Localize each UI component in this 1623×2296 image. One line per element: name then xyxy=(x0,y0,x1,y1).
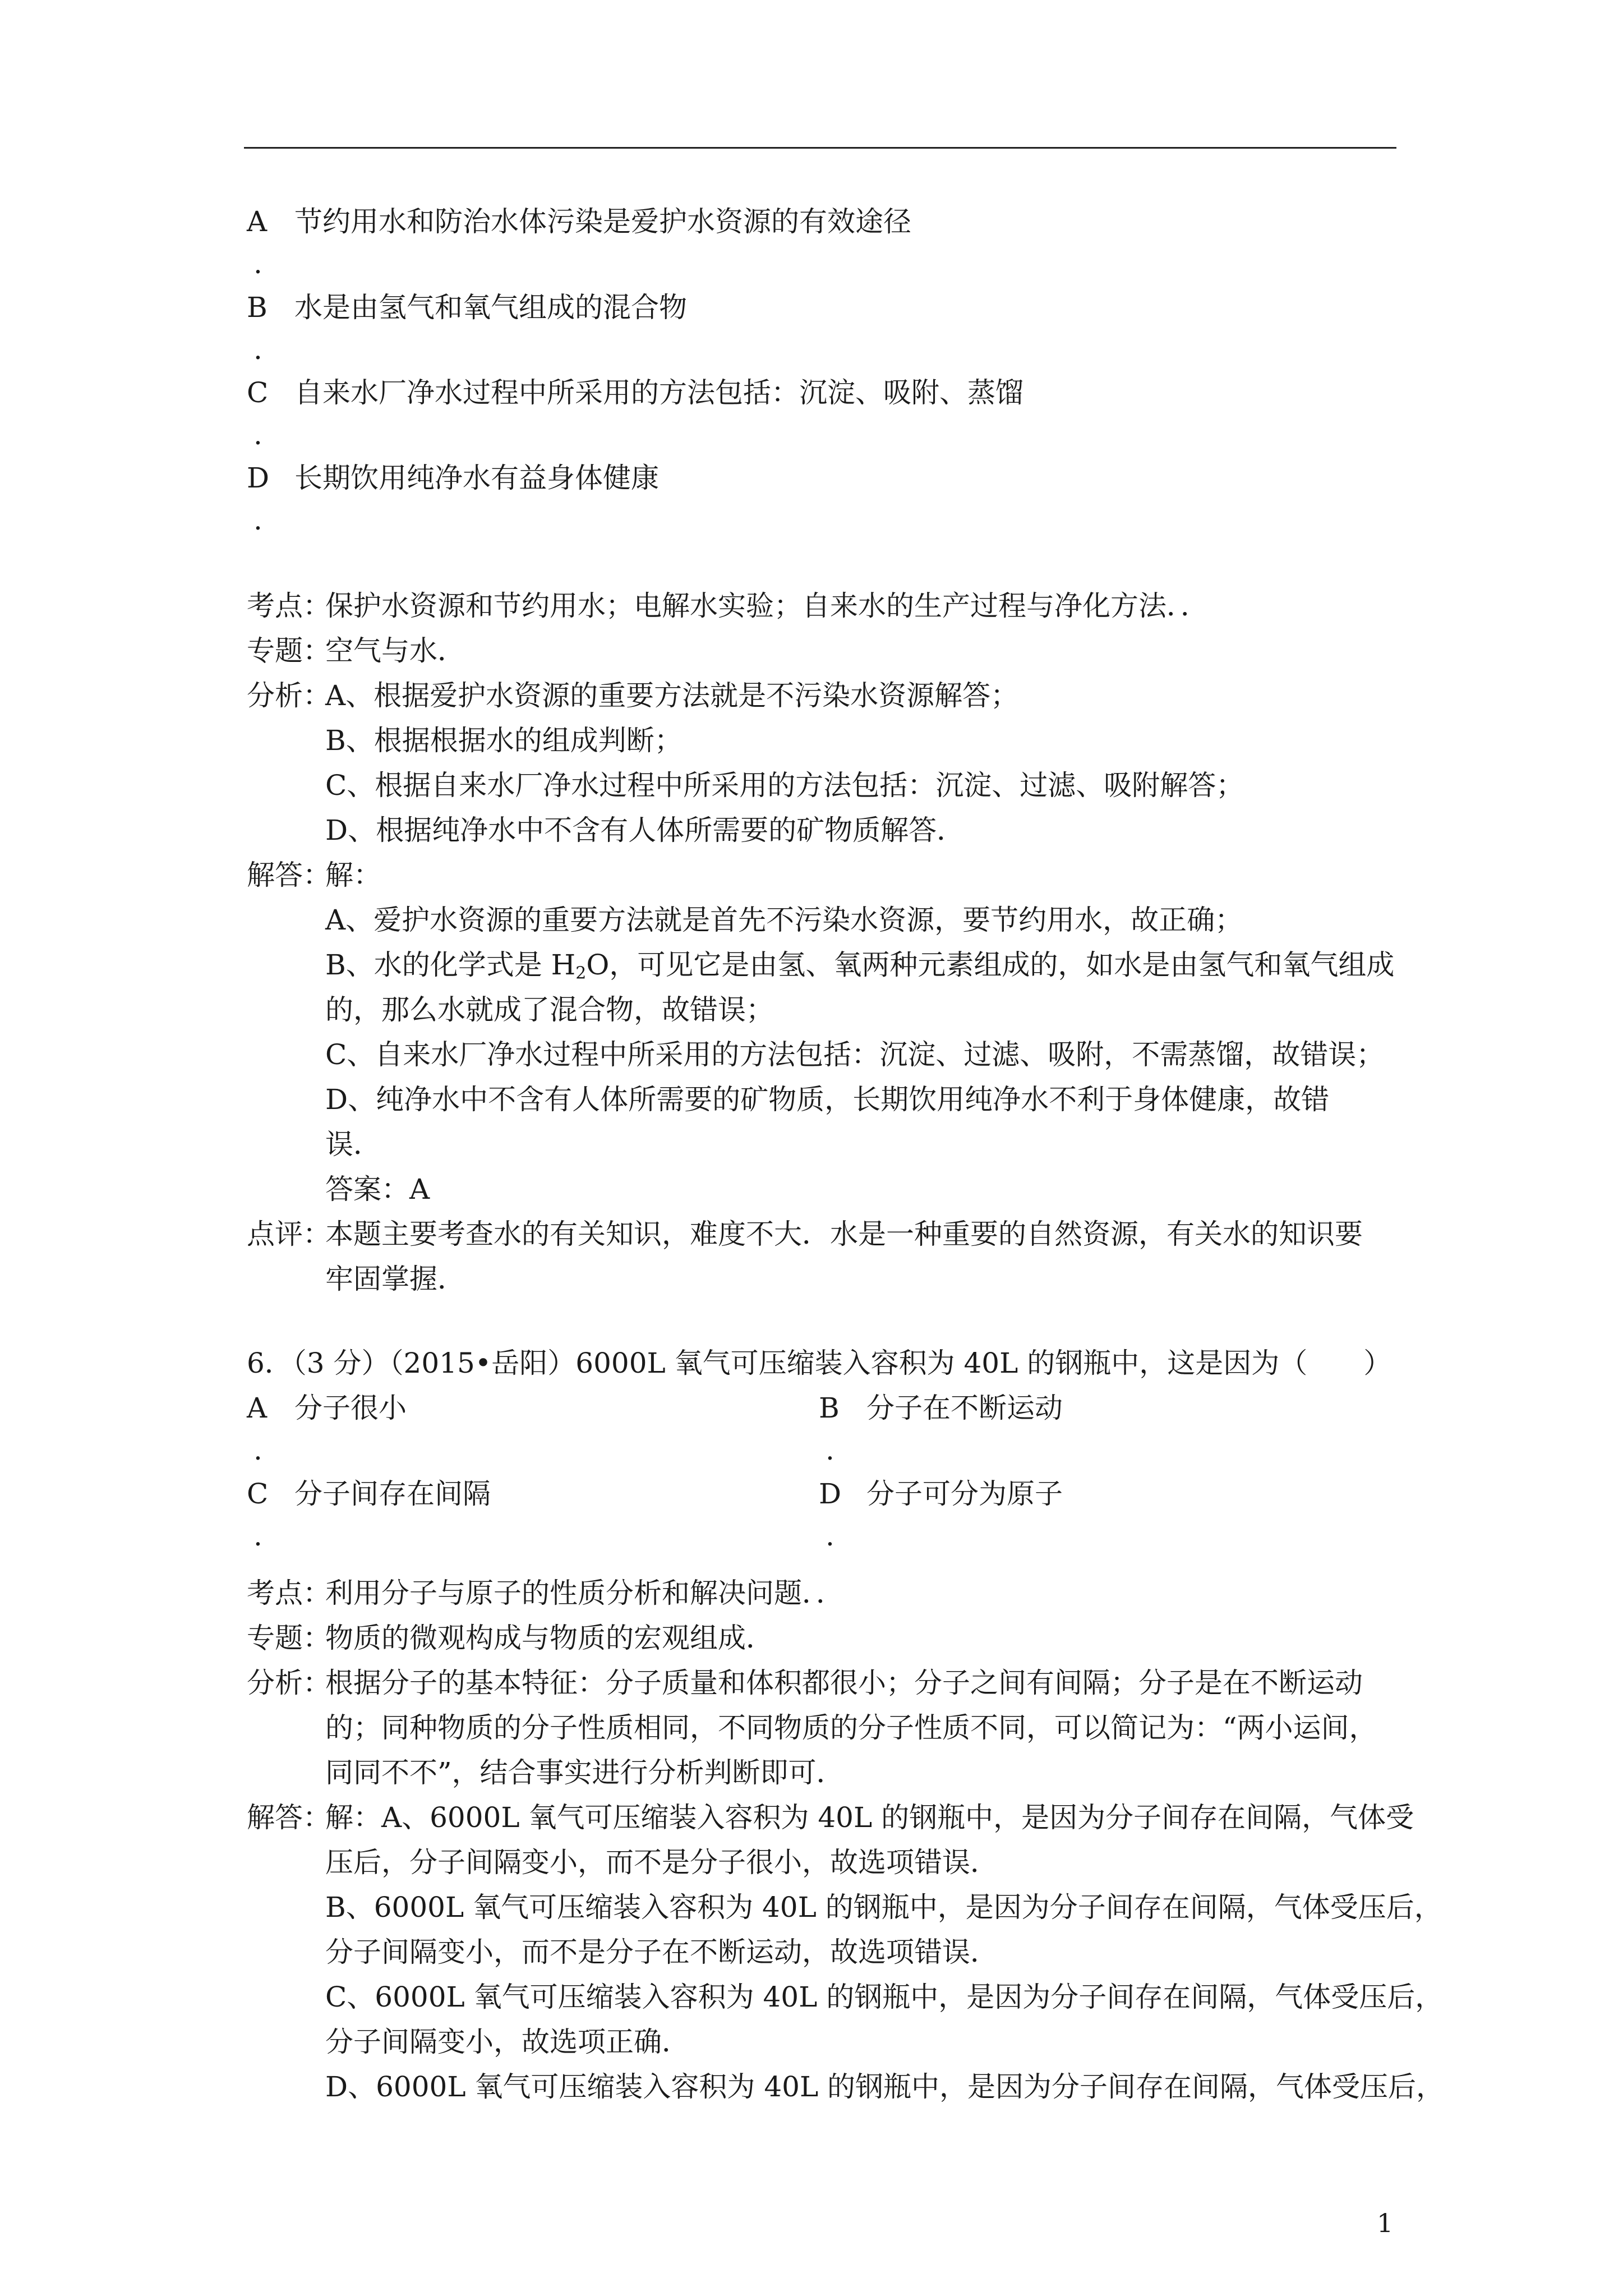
q6-fenxi-line: 的；同种物质的分子性质相同，不同物质的分子性质不同，可以简记为：“两小运间， xyxy=(325,1711,1377,1744)
q6-jieda-line: 分子间隔变小，而不是分子在不断运动，故选项错误． xyxy=(325,1936,998,1968)
q5-option-b-text: 水是由氢气和氧气组成的混合物 xyxy=(294,291,687,324)
q6-jieda-line: C、6000L 氧气可压缩装入容积为 40L 的钢瓶中，是因为分子间存在间隔，气体受压后， xyxy=(325,1981,1444,2013)
q5-option-c-dot: . xyxy=(253,418,262,451)
q5-option-d-letter: D xyxy=(247,462,270,494)
page-number: 1 xyxy=(1377,2208,1394,2238)
q5-fenxi-label: 分析： xyxy=(247,679,331,712)
q5-option-c-text: 自来水厂净水过程中所采用的方法包括：沉淀、吸附、蒸馏 xyxy=(294,376,1023,409)
q5-jieda-line-b2: 的，那么水就成了混合物，故错误； xyxy=(325,993,774,1026)
q5-zhuanti-text: 空气与水． xyxy=(325,634,465,667)
q5-dianping-label: 点评： xyxy=(247,1218,331,1250)
q5-jieda-intro: 解： xyxy=(325,859,381,891)
q5-option-a-text: 节约用水和防治水体污染是爱护水资源的有效途径 xyxy=(294,205,911,238)
q5-answer: 答案：A xyxy=(325,1173,430,1205)
q6-kaodian-text: 利用分子与原子的性质分析和解决问题．． xyxy=(325,1577,844,1609)
q6-option-a-letter: A xyxy=(247,1392,268,1424)
q5-dianping-line: 本题主要考查水的有关知识，难度不大．水是一种重要的自然资源，有关水的知识要 xyxy=(325,1218,1363,1250)
q6-jieda-line: 解：A、6000L 氧气可压缩装入容积为 40L 的钢瓶中，是因为分子间存在间隔，气体受 xyxy=(325,1801,1414,1834)
q5-kaodian-text: 保护水资源和节约用水；电解水实验；自来水的生产过程与净化方法．． xyxy=(325,590,1209,622)
q6-zhuanti-label: 专题： xyxy=(247,1622,331,1654)
q5-jieda-line-a: A、爱护水资源的重要方法就是首先不污染水资源，要节约用水，故正确； xyxy=(325,904,1243,936)
q6-jieda-line: 分子间隔变小，故选项正确． xyxy=(325,2026,690,2058)
q6-option-b-text: 分子在不断运动 xyxy=(866,1392,1063,1424)
q5-jieda-line-d2: 误． xyxy=(325,1128,381,1161)
q6-option-d-text: 分子可分为原子 xyxy=(866,1478,1063,1510)
q6-option-d-dot: . xyxy=(826,1520,834,1552)
q5-option-b-letter: B xyxy=(247,291,268,324)
header-rule xyxy=(244,147,1396,149)
q5-dianping-line: 牢固掌握． xyxy=(325,1263,465,1295)
q6-jieda-line: D、6000L 氧气可压缩装入容积为 40L 的钢瓶中，是因为分子间存在间隔，气体受压后， xyxy=(325,2070,1445,2103)
q6-option-c-text: 分子间存在间隔 xyxy=(294,1478,491,1510)
q5-option-d-text: 长期饮用纯净水有益身体健康 xyxy=(294,462,659,494)
q5-fenxi-line: B、根据根据水的组成判断； xyxy=(325,724,683,757)
q6-zhuanti-text: 物质的微观构成与物质的宏观组成． xyxy=(325,1622,774,1654)
q5-jieda-line-d1: D、纯净水中不含有人体所需要的矿物质，长期饮用纯净水不利于身体健康，故错 xyxy=(325,1083,1330,1116)
q6-option-c-dot: . xyxy=(253,1520,262,1552)
q6-stem: 6．（3 分）（2015•岳阳）6000L 氧气可压缩装入容积为 40L 的钢瓶中，这是因为（ ） xyxy=(247,1347,1392,1379)
q6-option-a-dot: . xyxy=(253,1434,262,1466)
q6-option-b-letter: B xyxy=(819,1392,840,1424)
q6-option-b-dot: . xyxy=(826,1434,834,1466)
q5-formula-subscript: 2 xyxy=(575,963,587,983)
q5-fenxi-line: D、根据纯净水中不含有人体所需要的矿物质解答． xyxy=(325,814,965,846)
q5-fenxi-line: C、根据自来水厂净水过程中所采用的方法包括：沉淀、过滤、吸附解答； xyxy=(325,769,1244,802)
q5-jieda-line-b1: B、水的化学式是 $H_2O$，可见它是由氢、氧两种元素组成的，如水是由氢气和氧气组成 xyxy=(325,949,1395,983)
q6-option-c-letter: C xyxy=(247,1478,269,1510)
q6-kaodian-label: 考点： xyxy=(247,1577,331,1609)
q5-jieda-line-c: C、自来水厂净水过程中所采用的方法包括：沉淀、过滤、吸附，不需蒸馏，故错误； xyxy=(325,1038,1385,1071)
q5-kaodian-label: 考点： xyxy=(247,590,331,622)
q6-option-a-text: 分子很小 xyxy=(294,1392,407,1424)
q5-option-c-letter: C xyxy=(247,376,269,409)
q6-jieda-line: 压后，分子间隔变小，而不是分子很小，故选项错误． xyxy=(325,1846,998,1879)
q5-zhuanti-label: 专题： xyxy=(247,634,331,667)
q6-fenxi-line: 根据分子的基本特征：分子质量和体积都很小；分子之间有间隔；分子是在不断运动 xyxy=(325,1667,1363,1699)
q6-fenxi-label: 分析： xyxy=(247,1667,331,1699)
q5-option-a-dot: . xyxy=(253,247,262,280)
q6-jieda-line: B、6000L 氧气可压缩装入容积为 40L 的钢瓶中，是因为分子间存在间隔，气体受压后， xyxy=(325,1891,1442,1924)
q5-option-a-letter: A xyxy=(247,205,268,238)
q5-jieda-label: 解答： xyxy=(247,859,331,891)
q6-jieda-label: 解答： xyxy=(247,1801,331,1834)
q5-option-d-dot: . xyxy=(253,504,262,536)
q6-fenxi-line: 同同不不”，结合事实进行分析判断即可． xyxy=(325,1756,845,1789)
q6-option-d-letter: D xyxy=(819,1478,842,1510)
q5-fenxi-line: A、根据爱护水资源的重要方法就是不污染水资源解答； xyxy=(325,679,1019,712)
q5-option-b-dot: . xyxy=(253,333,262,366)
